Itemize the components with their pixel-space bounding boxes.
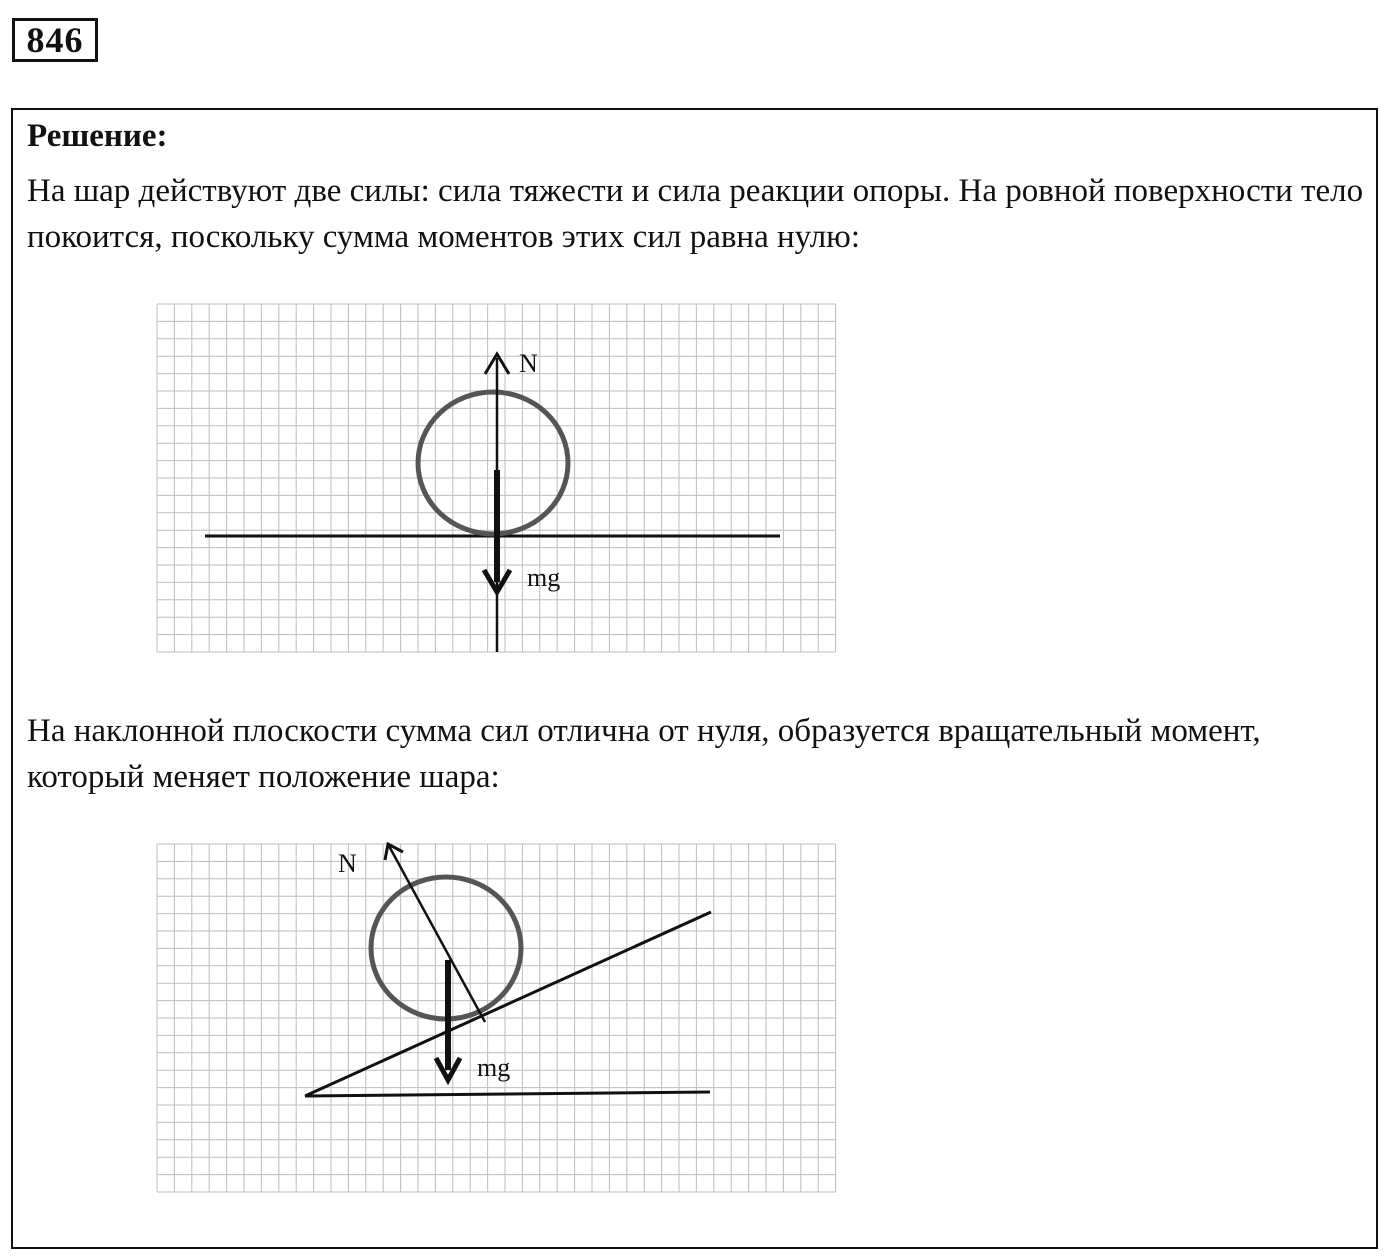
gravity-label: mg	[527, 563, 561, 592]
figure-flat-surface	[155, 300, 845, 660]
normal-force-label: N	[519, 349, 538, 378]
figure-inclined-plane	[155, 840, 845, 1200]
paragraph-flat-surface: На шар действуют две силы: сила тяжести и сила реакции опоры. На ровной поверхности тело покоится, поскольку сумма моментов этих сил равна нулю:	[27, 173, 1364, 255]
problem-number: 846	[12, 18, 98, 62]
normal-force-label: N	[338, 849, 357, 878]
gravity-label: mg	[477, 1053, 511, 1082]
paragraph-inclined-plane: На наклонной плоскости сумма сил отлична от нуля, образуется вращательный момент, который меняет положение шара:	[27, 713, 1261, 795]
solution-heading: Решение:	[27, 118, 168, 154]
